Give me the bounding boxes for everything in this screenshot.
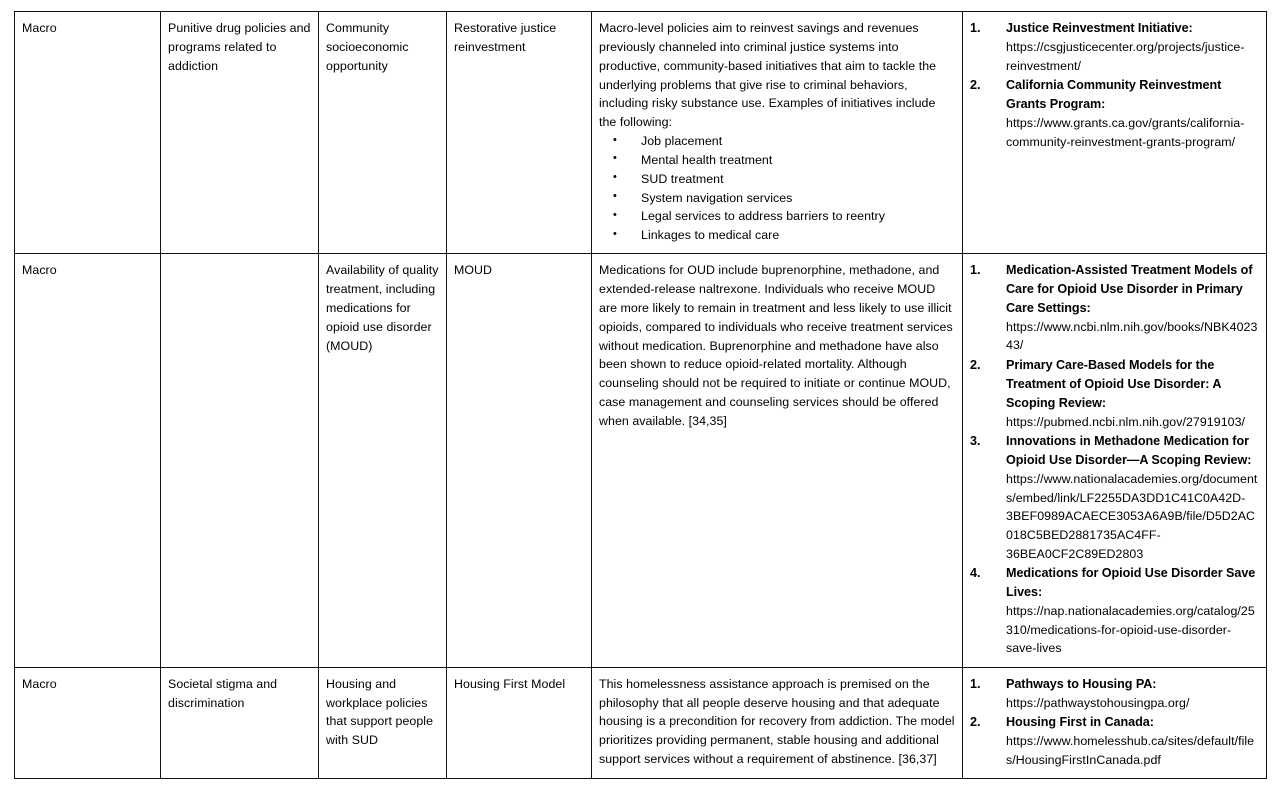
resource-url[interactable]: https://www.ncbi.nlm.nih.gov/books/NBK402343/ <box>1006 319 1258 353</box>
cell-strategy-text: Housing First Model <box>454 676 566 691</box>
cell-risk-factor <box>161 254 319 668</box>
description-bullet-item: • Mental health treatment <box>599 151 955 170</box>
cell-protective-factor <box>319 12 447 254</box>
resource-number: 1. <box>970 263 981 278</box>
resource-number: 2. <box>970 715 981 730</box>
description-paragraph: Medications for OUD include buprenorphine, methadone, and extended-release naltrexone. Individuals who receive MOUD are more likely to remain in treatment and less likely to use illicit opioids, compared to individuals who receive treatment services without medication. Buprenorphine and methadone have also been shown to reduce opioid-related mortality. Although counseling should not be required to initiate or continue MOUD, case management and counseling services should be offered when available. [34,35] <box>599 263 953 428</box>
resource-url[interactable]: https://www.homelesshub.ca/sites/default/files/HousingFirstInCanada.pdf <box>1006 734 1255 767</box>
cell-strategy-text: MOUD <box>454 263 493 278</box>
resource-title: Housing First in Canada: <box>1006 715 1154 730</box>
cell-risk-factor-text: Punitive drug policies and programs related to addiction <box>168 21 311 73</box>
cell-description <box>592 254 963 668</box>
description-paragraph: This homelessness assistance approach is premised on the philosophy that all people deserve housing and that adequate housing is a precondition for recovery from addiction. The model prioritizes providing permanent, stable housing and additional support services without a requirement of abstinence. [36,37] <box>599 676 955 767</box>
cell-protective-factor <box>319 667 447 779</box>
resource-number: 4. <box>970 566 981 581</box>
description-bullet-item: • SUD treatment <box>599 170 955 189</box>
cell-resources <box>963 254 1267 668</box>
resource-list <box>970 261 1259 658</box>
resource-title: Justice Reinvestment Initiative: <box>1006 21 1193 35</box>
resource-title: Primary Care-Based Models for the Treatment of Opioid Use Disorder: A Scoping Review: <box>1006 358 1221 410</box>
cell-description <box>592 667 963 779</box>
cell-risk-factor <box>161 667 319 779</box>
resource-item[interactable] <box>970 564 1259 658</box>
cell-strategy-text: Restorative justice reinvestment <box>454 21 557 54</box>
resource-url[interactable]: https://nap.nationalacademies.org/catalog/25310/medications-for-opioid-use-disorder-save-lives <box>1006 603 1255 656</box>
table-row <box>15 667 1267 779</box>
cell-protective-factor-text: Community socioeconomic opportunity <box>326 21 409 73</box>
resource-item[interactable] <box>970 432 1259 563</box>
resource-number: 3. <box>970 434 981 449</box>
resource-number: 2. <box>970 78 981 93</box>
cell-strategy <box>447 667 592 779</box>
cell-resources <box>963 12 1267 254</box>
reference-table <box>14 11 1267 779</box>
resource-url[interactable]: https://pubmed.ncbi.nlm.nih.gov/27919103/ <box>1006 414 1246 429</box>
description-bullet-item: • System navigation services <box>599 189 955 208</box>
description-bullet-item: • Legal services to address barriers to reentry <box>599 207 955 226</box>
resource-item[interactable] <box>970 76 1259 151</box>
description-bullet-list <box>599 132 955 245</box>
cell-level-text: Macro <box>22 263 57 278</box>
resource-item[interactable] <box>970 675 1259 713</box>
cell-protective-factor-text: Availability of quality treatment, including medications for opioid use disorder (MOUD) <box>326 263 439 353</box>
resource-number: 1. <box>970 21 981 35</box>
resource-list <box>970 19 1259 151</box>
cell-protective-factor <box>319 254 447 668</box>
resource-list <box>970 675 1259 770</box>
resource-title: Medication-Assisted Treatment Models of Care for Opioid Use Disorder in Primary Care Settings: <box>1006 263 1253 315</box>
description-bullet-item: • Linkages to medical care <box>599 226 955 245</box>
cell-risk-factor-text: Societal stigma and discrimination <box>168 676 278 710</box>
resource-item[interactable] <box>970 19 1259 75</box>
cell-description <box>592 12 963 254</box>
resource-number: 2. <box>970 358 981 373</box>
resource-item[interactable] <box>970 713 1259 769</box>
table-row <box>15 12 1267 254</box>
cell-level-text: Macro <box>22 21 57 35</box>
resource-title: Medications for Opioid Use Disorder Save Lives: <box>1006 566 1256 600</box>
table-row <box>15 254 1267 668</box>
resource-url[interactable]: https://pathwaystohousingpa.org/ <box>1006 695 1190 710</box>
resource-title: California Community Reinvestment Grants Program: <box>1006 78 1222 111</box>
resource-url[interactable]: https://www.grants.ca.gov/grants/california-community-reinvestment-grants-program/ <box>1006 115 1245 149</box>
resource-url[interactable]: https://www.nationalacademies.org/documents/embed/link/LF2255DA3DD1C41C0A42D-3BEF0989ACAECE3053A6A9B/file/D5D2AC018C5BED2881735AC4FF-36BEA0CF2C89ED2803 <box>1006 472 1258 561</box>
cell-risk-factor <box>161 12 319 254</box>
cell-resources <box>963 667 1267 779</box>
cell-protective-factor-text: Housing and workplace policies that support people with SUD <box>326 676 434 748</box>
resource-item[interactable] <box>970 261 1259 355</box>
resource-item[interactable] <box>970 356 1259 431</box>
resource-title: Innovations in Methadone Medication for Opioid Use Disorder—A Scoping Review: <box>1006 434 1252 468</box>
description-bullet-item: • Job placement <box>599 132 955 151</box>
cell-strategy <box>447 254 592 668</box>
resource-url[interactable]: https://csgjusticecenter.org/projects/justice-reinvestment/ <box>1006 39 1245 73</box>
cell-level <box>15 12 161 254</box>
cell-strategy <box>447 12 592 254</box>
description-paragraph: Macro-level policies aim to reinvest savings and revenues previously channeled into criminal justice systems into productive, community-based initiatives that aim to tackle the underlying problems that give rise to criminal behaviors, including risky substance use. Examples of initiatives include the following: <box>599 21 937 130</box>
cell-level <box>15 667 161 779</box>
resource-title: Pathways to Housing PA: <box>1006 676 1157 691</box>
cell-level-text: Macro <box>22 676 57 691</box>
cell-level <box>15 254 161 668</box>
resource-number: 1. <box>970 676 981 691</box>
